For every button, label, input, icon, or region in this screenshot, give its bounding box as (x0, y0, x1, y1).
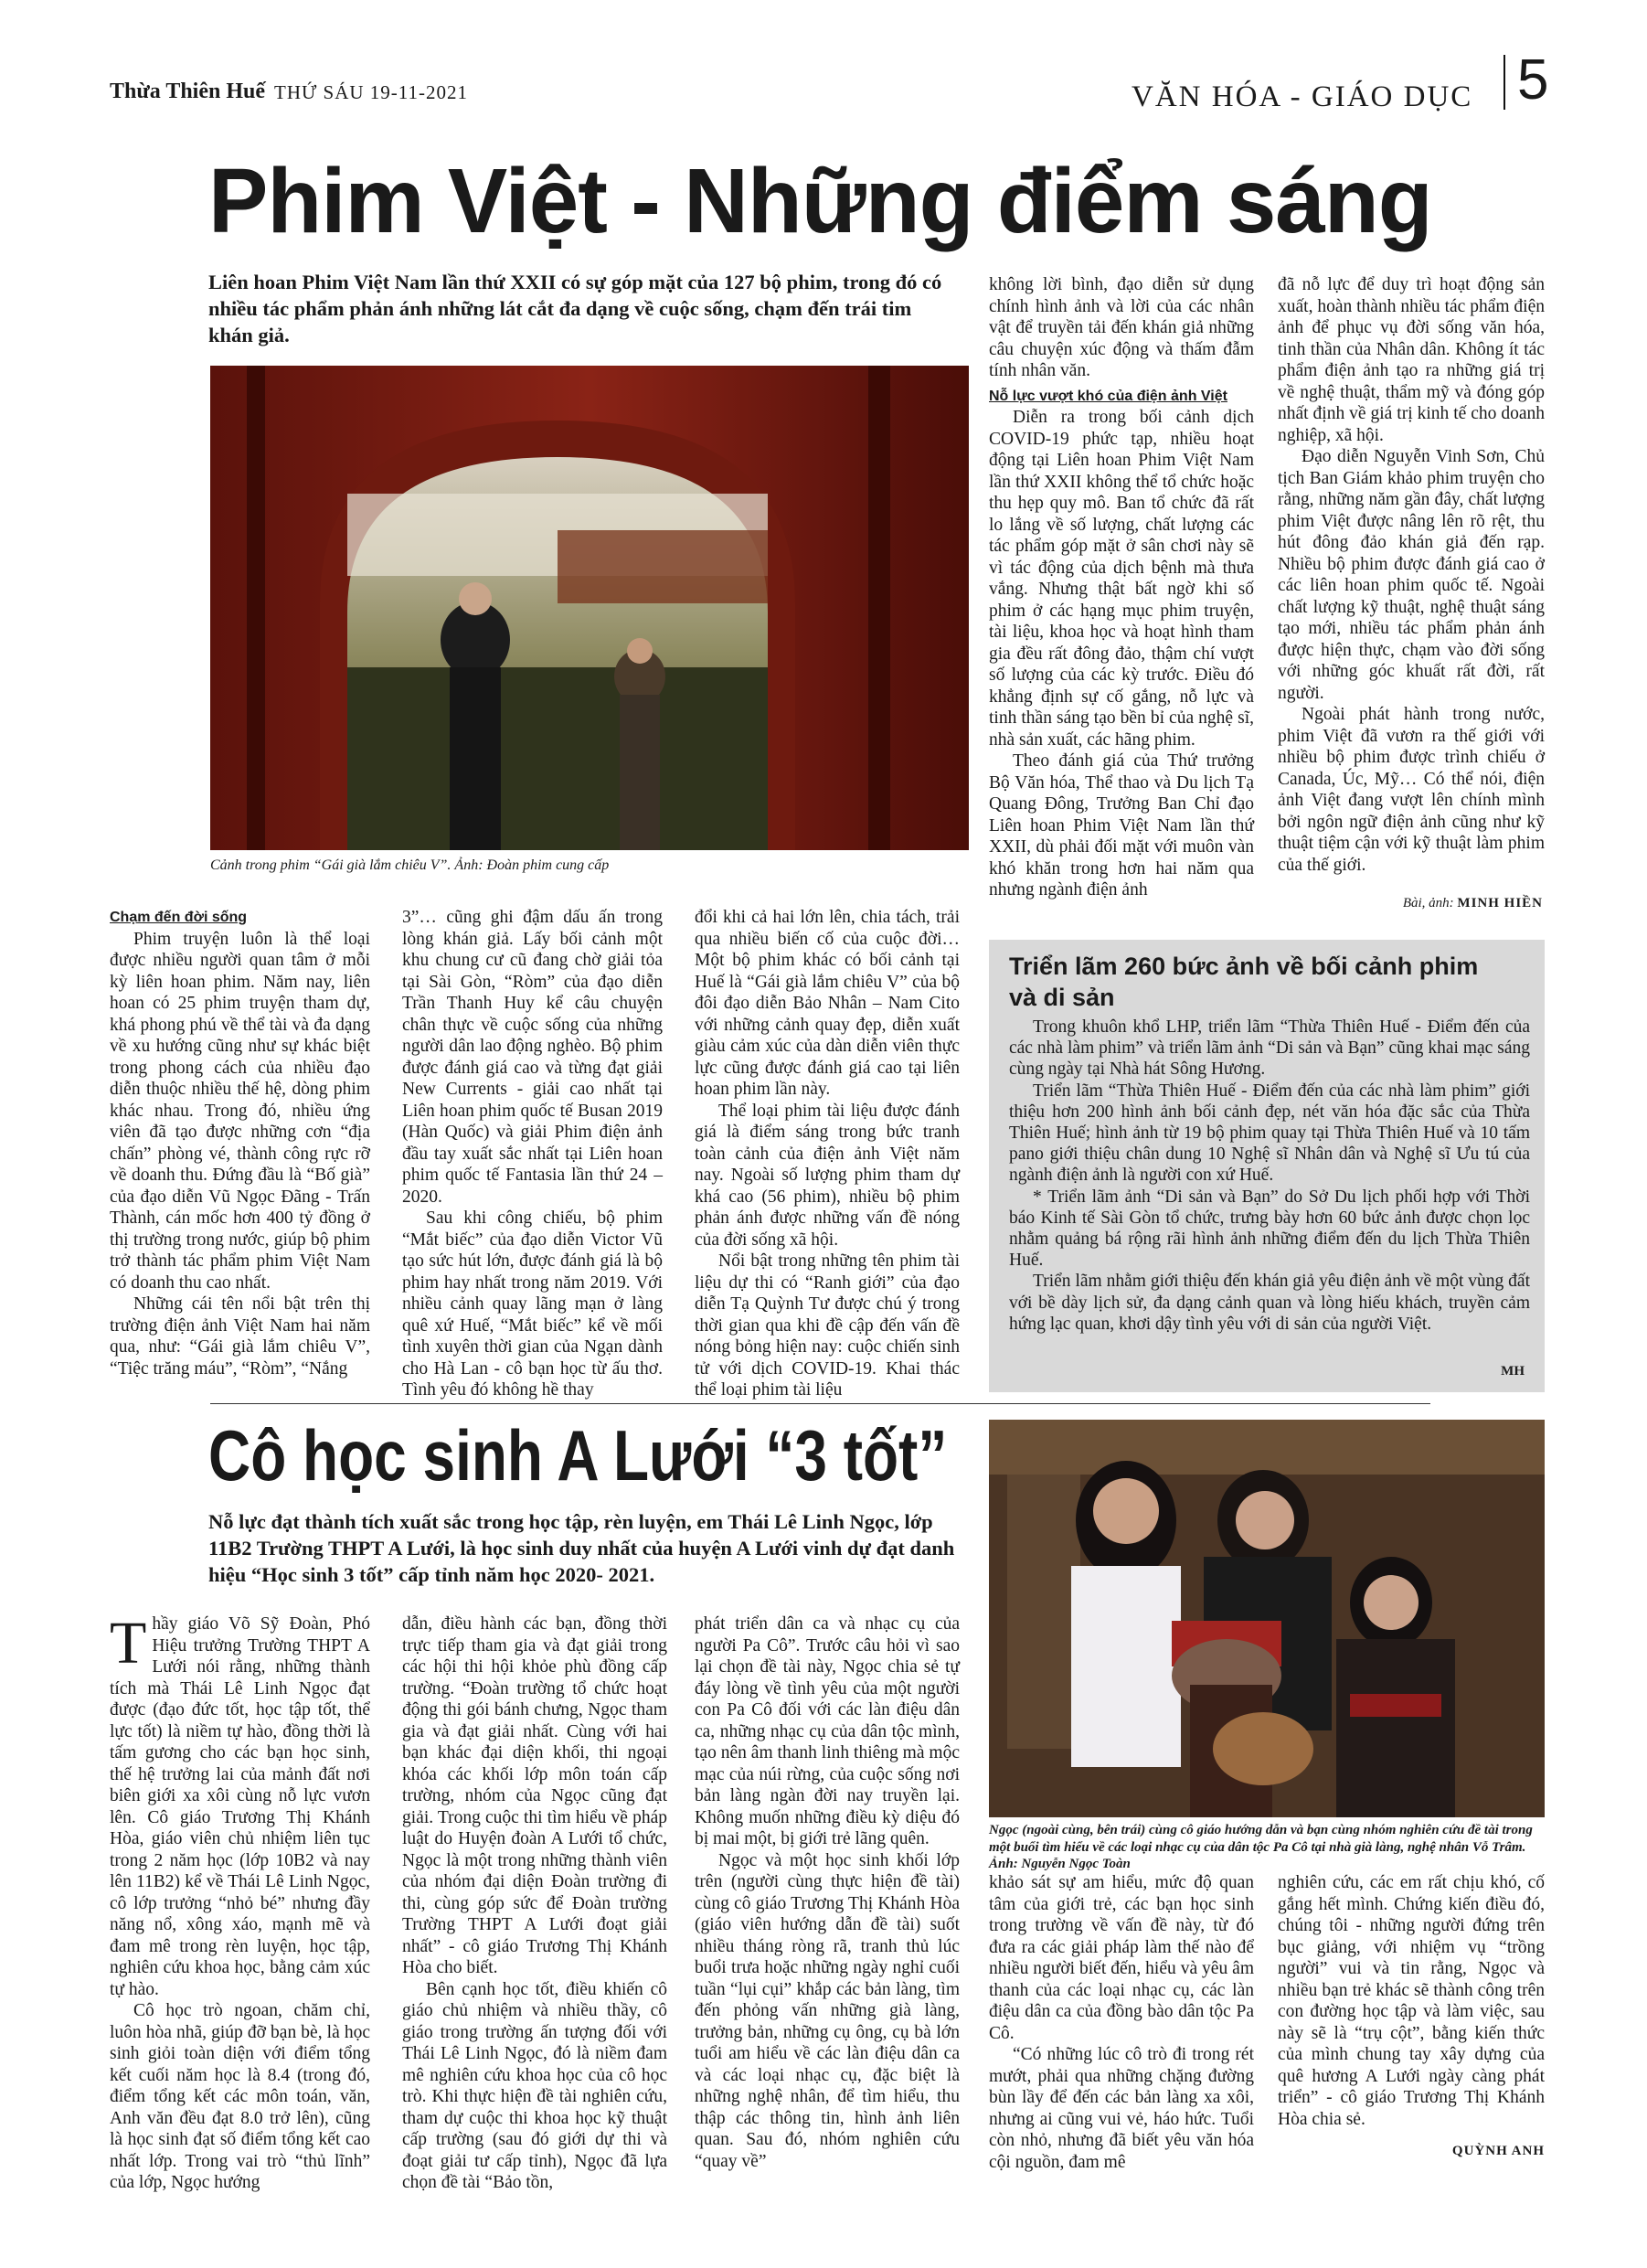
article2-paragraph: Cô học trò ngoan, chăm chỉ, luôn hòa nhã, giúp đỡ bạn bè, là học sinh giỏi toàn diện với điểm tổng kết cuối năm học là 8.4 (trong đó, điểm tổng kết các môn toán, văn, Anh văn đều đạt 8.0 trở lên), cũng là học sinh đạt số điểm tổng kết cao nhất lớp. Trong vai trò “thủ lĩnh” của lớp, Ngọc hướng (110, 2001, 370, 2192)
byline-author: MINH HIỀN (1457, 896, 1543, 910)
dropcap-letter: T (110, 1610, 147, 1677)
byline-author: QUỲNH ANH (1451, 2144, 1545, 2158)
sidebar-paragraph: Trong khuôn khổ LHP, triển lãm “Thừa Thiên Huế - Điểm đến của các nhà làm phim” và triển lãm ảnh “Di sản và Bạn” cũng khai mạc sáng cùng ngày tại Nhà hát Sông Hương. (1009, 1017, 1530, 1080)
article1-paragraph: Nổi bật trong những tên phim tài liệu dự thi có “Ranh giới” của đạo diễn Tạ Quỳnh Tư được chú ý trong thời gian qua khi đề cập đến vấn đề nóng bỏng hiện nay: cuộc chiến sinh tử với dịch COVID-19. Khai thác thể loại phim tài liệu (695, 1251, 960, 1400)
article1-paragraph: Thể loại phim tài liệu được đánh giá là điểm sáng trong bức tranh toàn cảnh của điện ảnh Việt năm nay. Ngoài số lượng phim tham dự khá cao (56 phim), nhiều bộ phim phản ánh được những vấn đề nóng của đời sống xã hội. (695, 1101, 960, 1250)
article2-column-4 (989, 1872, 1254, 2173)
article1-paragraph: Những cái tên nổi bật trên thị trường điện ảnh Việt Nam hai năm qua, như: “Gái già lắm chiêu V”, “Tiệc trăng máu”, “Ròm”, “Nắng (110, 1294, 370, 1379)
sidebar-box (989, 940, 1545, 1392)
article2-column-5 (1278, 1872, 1545, 2130)
header-section: VĂN HÓA - GIÁO DỤC (1132, 80, 1473, 113)
article2-paragraph: Ngọc và một học sinh khối lớp trên (người cùng thực hiện đề tài) cùng cô giáo Trương Thị Khánh Hòa (giáo viên hướng dẫn đề tài) suốt nhiều tháng ròng rã, tranh thủ lúc buổi trưa hoặc những ngày nghỉ cuối tuần “lụi cụi” khắp các bản làng, tìm đến phỏng vấn những già làng, trưởng bản, những cụ ông, cụ bà lớn tuổi am hiểu về các làn điệu dân ca và các loại nhạc cụ, đặc biệt là những nghệ nhân, để tìm hiểu, thu thập các thông tin, hình ảnh liên quan. Sau đó, nhóm nghiên cứu “quay về” (695, 1850, 960, 2171)
sidebar-paragraph: * Triển lãm ảnh “Di sản và Bạn” do Sở Du lịch phối hợp với Thời báo Kinh tế Sài Gòn tổ chức, trưng bày hơn 60 bức ảnh được chọn lọc nhằm quảng bá rộng rãi hình ảnh những điểm đến du lịch Thừa Thiên Huế. (1009, 1187, 1530, 1271)
article2-byline (1278, 2144, 1545, 2159)
article1-column-3 (695, 907, 960, 1401)
article1-paragraph: không lời bình, đạo diễn sử dụng chính hình ảnh và lời của các nhân vật để truyền tải đến khán giả những câu chuyện xúc động và thấm đẫm tính nhân văn. (989, 275, 1254, 380)
article1-paragraph: Phim truyện luôn là thể loại được nhiều người quan tâm ở mỗi kỳ liên hoan phim. Năm nay, liên hoan có 25 phim truyện tham dự, khá phong phú về thể tài và đa dạng về xu hướng cũng như sự khác biệt trong phong cách của nhiều đạo diễn thuộc nhiều thế hệ, dòng phim khác nhau. Trong đó, nhiều ứng viên đã tạo được những cơn “địa chấn” phòng vé, thành công rực rỡ về doanh thu. Đứng đầu là “Bố già” của đạo diễn Vũ Ngọc Đãng - Trấn Thành, cán mốc hơn 400 tỷ đồng ở thị trường trong nước, giúp bộ phim trở thành tác phẩm phim Việt Nam có doanh thu cao nhất. (110, 929, 370, 1293)
film-scene-image (210, 366, 969, 850)
byline-prefix: Bài, ảnh: (1402, 896, 1454, 910)
article1-lead: Liên hoan Phim Việt Nam lần thứ XXII có sự góp mặt của 127 bộ phim, trong đó có nhiều tác phẩm phản ánh những lát cắt đa dạng về cuộc sống, chạm đến trái tim khán giả. (208, 271, 942, 346)
page-number: 5 (1517, 48, 1549, 112)
article2-paragraph: dẫn, điều hành các bạn, đồng thời trực tiếp tham gia và đạt giải trong các hội thi hội khỏe phù đồng cấp trường. “Đoàn trường tổ chức hoạt động thi gói bánh chưng, Ngọc tham gia và đạt giải nhất. Cùng với hai bạn khác đại diện khối, thi ngoại khóa các khối lớp môn toán cấp trường, nhóm của Ngọc cũng đạt giải. Trong cuộc thi tìm hiểu về pháp luật do Huyện đoàn A Lưới tổ chức, Ngọc là một trong những thành viên của nhóm đại diện Đoàn trường đi thi, cùng góp sức để Đoàn trường Trường THPT A Lưới đoạt giải nhất” - cô giáo Trương Thị Khánh Hòa cho biết. (402, 1614, 667, 1977)
article2-column-3 (695, 1613, 960, 2172)
sidebar-paragraph: Triển lãm “Thừa Thiên Huế - Điểm đến của các nhà làm phim” giới thiệu hơn 200 hình ảnh bối cảnh đẹp, nét văn hóa đặc sắc của Thừa Thiên Huế; hình ảnh từ 19 bộ phim quay tại Thừa Thiên Huế và 10 tấm pano giới thiệu chân dung 10 Nghệ sĩ Nhân dân và Nghệ sĩ Ưu tú của ngành điện ảnh là người con xứ Huế. (1009, 1081, 1530, 1186)
students-photo-image (989, 1420, 1545, 1817)
article1-byline (1278, 896, 1543, 911)
article2-title: Cô học sinh A Lưới “3 tốt” (208, 1415, 948, 1496)
header-divider (1504, 55, 1505, 110)
sidebar-body (1009, 1017, 1530, 1335)
article2-paragraph: Bên cạnh học tốt, điều khiến cô giáo chủ nhiệm và nhiều thầy, cô giáo trong trường ấn tượng đối với Thái Lê Linh Ngọc, đó là niềm đam mê nghiên cứu khoa học của cô học trò. Khi thực hiện đề tài nghiên cứu, tham dự cuộc thi khoa học kỹ thuật cấp trường (sau đó giới dự thi và đoạt giải tư cấp tỉnh), Ngọc đã lựa chọn đề tài “Bảo tồn, (402, 1979, 667, 2192)
article2-photo-caption: Ngọc (ngoài cùng, bên trái) cùng cô giáo hướng dẫn và bạn cùng nhóm nghiên cứu đề tài trong một buổi tìm hiểu về các loại nhạc cụ của dân tộc Pa Cô tại nhà già làng, nghệ nhân Vỗ Trâm. Ảnh: Nguyễn Ngọc Toàn (989, 1823, 1533, 1871)
article1-paragraph: Ngoài phát hành trong nước, phim Việt đã vươn ra thế giới với nhiều bộ phim được trình chiếu ở Canada, Úc, Mỹ… Có thể nói, điện ảnh Việt đang vượt lên chính mình bởi ngôn ngữ điện ảnh cũng như kỹ thuật tiệm cận với kỹ thuật làm phim của thế giới. (1278, 705, 1545, 875)
article1-title: Phim Việt - Những điểm sáng (208, 150, 1432, 252)
article1-column-1 (110, 907, 370, 1379)
article2-photo (989, 1420, 1545, 1817)
article1-paragraph: 3”… cũng ghi đậm dấu ấn trong lòng khán giả. Lấy bối cảnh một khu chung cư cũ đang chờ giải tỏa tại Sài Gòn, “Ròm” của đạo diễn Trần Thanh Huy kể câu chuyện chân thực về cuộc sống của những người dân lao động nghèo. Bộ phim được đánh giá cao và từng đạt giải New Currents - giải cao nhất tại Liên hoan phim quốc tế Busan 2019 (Hàn Quốc) và giải Phim điện ảnh đầu tay xuất sắc nhất tại Liên hoan phim quốc tế Fantasia lần thứ 24 – 2020. (402, 908, 663, 1207)
article1-column-2 (402, 907, 663, 1401)
article1-column-4 (989, 274, 1254, 901)
article2-paragraph: “Có những lúc cô trò đi trong rét mướt, phải qua những chặng đường bùn lầy để đến các bản làng xa xôi, nhưng ai cũng vui vẻ, háo hức. Tuổi còn nhỏ, nhưng đã biết yêu văn hóa cội nguồn, đam mê (989, 2045, 1254, 2172)
article1-paragraph: đã nỗ lực để duy trì hoạt động sản xuất, hoàn thành nhiều tác phẩm điện ảnh để phục vụ đời sống văn hóa, tinh thần của Nhân dân. Không ít tác phẩm điện ảnh tạo ra những giá trị về nghệ thuật, thẩm mỹ và đóng góp nhất định về giá trị kinh tế cho doanh nghiệp, xã hội. (1278, 275, 1545, 445)
article1-column-5 (1278, 274, 1545, 876)
article1-photo-caption: Cảnh trong phim “Gái già lắm chiêu V”. Ảnh: Đoàn phim cung cấp (210, 857, 610, 873)
article2-lead: Nỗ lực đạt thành tích xuất sắc trong học tập, rèn luyện, em Thái Lê Linh Ngọc, lớp 11B2 Trường THPT A Lưới, là học sinh duy nhất của huyện A Lưới vinh dự đạt danh hiệu “Học sinh 3 tốt” cấp tỉnh năm học 2020- 2021. (208, 1510, 955, 1586)
sidebar-title: Triển lãm 260 bức ảnh về bối cảnh phim và di sản (1009, 953, 1479, 1011)
article2-paragraph: phát triển dân ca và nhạc cụ của người Pa Cô”. Trước câu hỏi vì sao lại chọn đề tài này, Ngọc chia sẻ tự đáy lòng về tình yêu của một người con Pa Cô đối với các làn điệu dân ca, những nhạc cụ của dân tộc mình, tạo nên âm thanh linh thiêng mà mộc mạc của núi rừng, của cuộc sống nơi bản làng ngàn đời nay truyền lại. Không muốn những điều kỳ diệu đó bị mai một, bị giới trẻ lãng quên. (695, 1614, 960, 1848)
article2-column-1 (110, 1610, 370, 2194)
article2-paragraph: nghiên cứu, các em rất chịu khó, cố gắng hết mình. Chứng kiến điều đó, chúng tôi - những người đứng trên bục giảng, với nhiệm vụ “trồng người” vui và tin rằng, Ngọc và nhiều bạn trẻ khác sẽ thành công trên con đường học tập và làm việc, sau này sẽ là “trụ cột”, bằng kiến thức của mình chung tay xây dựng của quê hương A Lưới ngày càng phát triển” - cô giáo Trương Thị Khánh Hòa chia sẻ. (1278, 1873, 1545, 2129)
sidebar-paragraph: Triển lãm nhằm giới thiệu đến khán giả yêu điện ảnh về một vùng đất với bề dày lịch sử, đa dạng cảnh quan và lòng hiếu khách, truyền cảm hứng lạc quan, khơi dậy tình yêu với di sản của người Việt. (1009, 1272, 1530, 1334)
article1-paragraph: Theo đánh giá của Thứ trưởng Bộ Văn hóa, Thể thao và Du lịch Tạ Quang Đông, Trưởng Ban Chỉ đạo Liên hoan Phim Việt Nam lần thứ XXII, dù phải đối mặt với muôn vàn khó khăn trong hơn hai năm qua nhưng ngành điện ảnh (989, 751, 1254, 900)
article-divider (210, 1403, 1430, 1404)
sidebar-signature: MH (1501, 1364, 1525, 1379)
header-paper-name: Thừa Thiên Huế (110, 80, 266, 103)
article2-paragraph: khảo sát sự am hiểu, mức độ quan tâm của giới trẻ, các bạn học sinh trong trường về vấn đề này, từ đó đưa ra các giải pháp làm thế nào để nhiều người biết đến, hiểu và yêu âm thanh của các loại nhạc cụ, các làn điệu dân ca của đồng bào dân tộc Pa Cô. (989, 1873, 1254, 2043)
article2-paragraph (110, 1610, 370, 2000)
article1-subhead-1: Chạm đến đời sống (110, 910, 248, 925)
header-date: THỨ SÁU 19-11-2021 (274, 81, 469, 103)
article1-paragraph: đổi khi cả hai lớn lên, chia tách, trải qua nhiều biến cố của cuộc đời… Một bộ phim khác có bối cảnh tại Huế là “Gái già lắm chiêu V” của bộ đôi đạo diễn Bảo Nhân – Nam Cito với những cảnh quay đẹp, diễn xuất giàu cảm xúc của dàn diễn viên thực lực cũng được đánh giá cao tại liên hoan phim lần này. (695, 908, 960, 1099)
article1-subhead-2: Nỗ lực vượt khó của điện ảnh Việt (989, 388, 1227, 404)
article1-paragraph: Diễn ra trong bối cảnh dịch COVID-19 phức tạp, nhiều hoạt động tại Liên hoan Phim Việt Nam lần thứ XXII không thể tổ chức hoặc thu hẹp quy mô. Ban tổ chức đã rất lo lắng về số lượng, chất lượng các tác phẩm góp mặt ở sân chơi này sẽ vì tác động của dịch bệnh mà thưa vắng. Nhưng thật bất ngờ khi số phim ở các hạng mục phim truyện, tài liệu, khoa học và hoạt hình tham gia đều rất đông đảo, thậm chí vượt số lượng của các kỳ trước. Điều đó khẳng định sự cố gắng, nỗ lực và tinh thần sáng tạo bền bỉ của nghệ sĩ, nhà sản xuất, các hãng phim. (989, 408, 1254, 750)
article2-column-2 (402, 1613, 667, 2194)
article2-paragraph-text: hầy giáo Võ Sỹ Đoàn, Phó Hiệu trưởng Trường THPT A Lưới nói rằng, những thành tích mà Thái Lê Linh Ngọc đạt được (đạo đức tốt, học tập tốt, thể lực tốt) là niềm tự hào, đồng thời là tấm gương cho các bạn học sinh, thế hệ trưởng lai của mảnh đất nơi biên giới xa xôi cùng nỗ lực vươn lên. Cô giáo Trương Thị Khánh Hòa, giáo viên chủ nhiệm liên tục trong 2 năm học (lớp 10B2 và nay lên 11B2) kể về Thái Lê Linh Ngọc, cô lớp trưởng “nhỏ bé” nhưng đầy năng nổ, xông xáo, mạnh mẽ và đam mê trong rèn luyện, học tập, nghiên cứu khoa học, bằng cảm xúc tự hào. (110, 1614, 370, 1999)
article1-paragraph: Sau khi công chiếu, bộ phim “Mắt biếc” của đạo diễn Victor Vũ tạo sức hút lớn, được đánh giá là bộ phim hay nhất trong năm 2019. Với nhiều cảnh quay lãng mạn ở làng quê xứ Huế, “Mắt biếc” kể về mối tình xuyên thời gian của Ngạn dành cho Hà Lan - cô bạn học từ ấu thơ. Tình yêu đó không hề thay (402, 1209, 663, 1400)
article1-paragraph: Đạo diễn Nguyễn Vinh Sơn, Chủ tịch Ban Giám khảo phim truyện cho rằng, những năm gần đây, chất lượng phim Việt được nâng lên rõ rệt, thu hút đông đảo khán giả đến rạp. Nhiều bộ phim được đánh giá cao ở các liên hoan phim quốc tế. Ngoài chất lượng kỹ thuật, nghệ thuật sáng tạo mới, nhiều tác phẩm phản ánh được hiện thực, chạm vào đời sống với những góc khuất rất đời, rất người. (1278, 447, 1545, 703)
article1-photo (210, 366, 969, 850)
